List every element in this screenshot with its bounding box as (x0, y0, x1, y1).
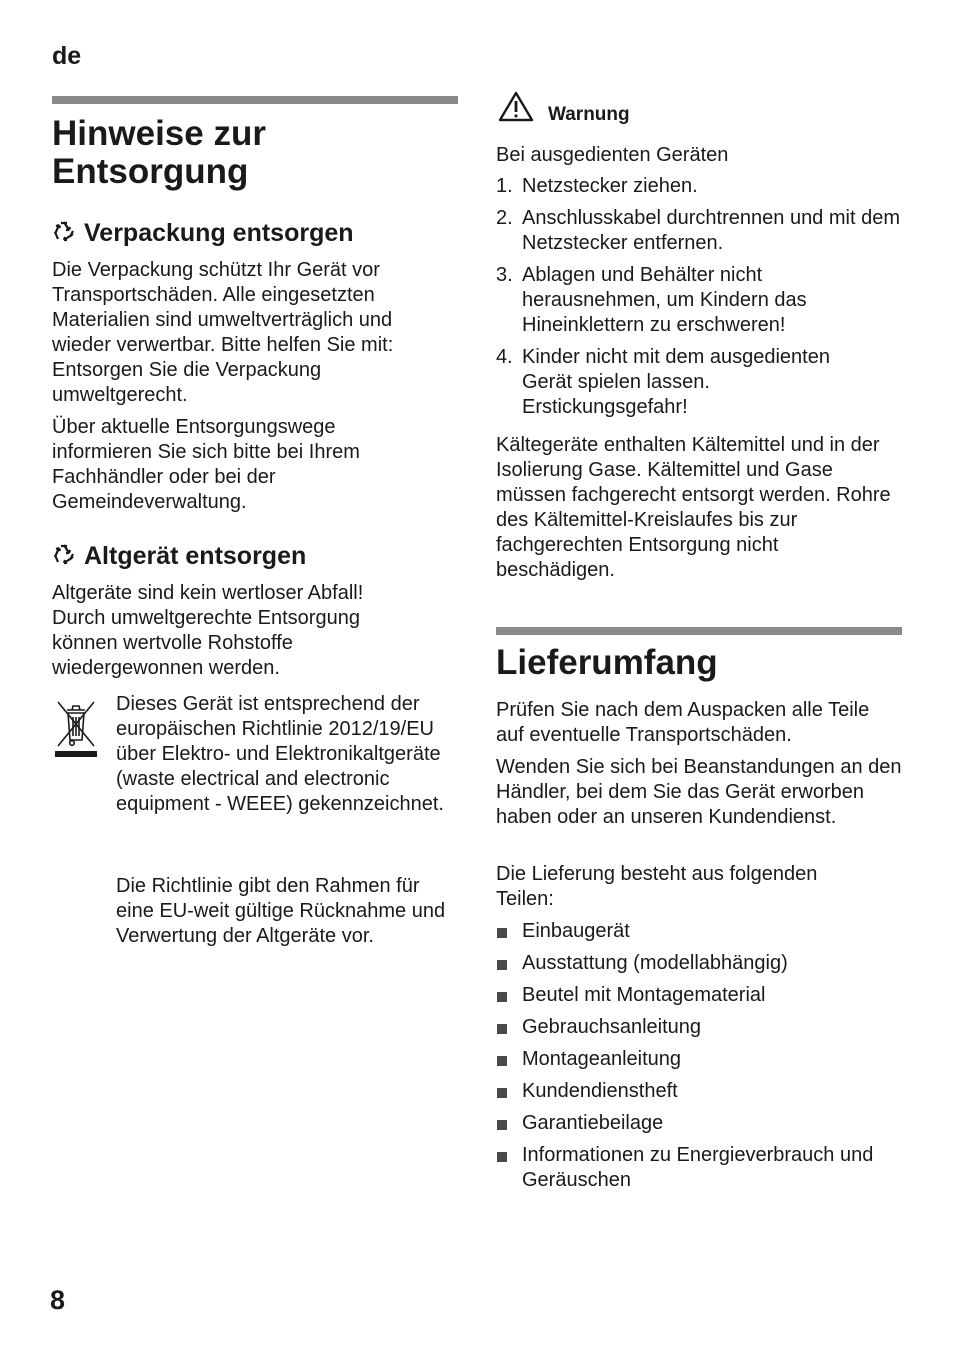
list-item: Montageanleitung (496, 1047, 896, 1072)
recycle-icon (52, 542, 76, 573)
step-number: 1. (496, 175, 513, 197)
list-item (496, 263, 902, 338)
recycle-icon (52, 219, 76, 250)
warning-steps-list (496, 174, 902, 420)
list-item (496, 206, 902, 256)
section-title-scope: Lieferumfang (496, 643, 718, 682)
section-title-disposal: Hinweise zur Entsorgung (52, 114, 266, 191)
refrigerant-note: Kältegeräte enthalten Kältemittel und in der Isolierung Gase. Kältemittel und Gase müssen fachgerecht entsorgt werden. Rohre des Kältemittel-Kreislaufes bis zur fachgerechten Entsorgung nicht beschädigen. (496, 434, 891, 581)
scope-paragraph-1: Prüfen Sie nach dem Auspacken alle Teile auf eventuelle Transportschäden. (496, 699, 870, 746)
weee-paragraph-2: Die Richtlinie gibt den Rahmen für eine EU-weit gültige Rücknahme und Verwertung der Altgeräte vor. (116, 875, 446, 947)
heading-old-appliance-text: Altgerät entsorgen (84, 542, 307, 570)
warning-triangle-icon (498, 90, 534, 122)
old-appliance-intro: Altgeräte sind kein wertloser Abfall! Durch umweltgerechte Entsorgung können wertvolle Rohstoffe wiedergewonnen werden. (52, 582, 364, 679)
language-code: de (52, 42, 82, 70)
step-text: Ablagen und Behälter nicht herausnehmen, um Kindern das Hineinklettern zu erschweren! (522, 264, 807, 336)
weee-crossed-bin-icon (54, 698, 98, 760)
section-rule (496, 627, 902, 635)
warning-intro: Bei ausgedienten Geräten (496, 144, 729, 166)
heading-packaging (52, 218, 354, 250)
list-item: Garantiebeilage (496, 1111, 896, 1136)
step-number: 2. (496, 207, 513, 229)
scope-paragraph-2: Wenden Sie sich bei Beanstandungen an den Händler, bei dem Sie das Gerät erworben haben oder an unseren Kundendienst. (496, 756, 902, 828)
list-item: Beutel mit Montagematerial (496, 983, 896, 1008)
weee-paragraph-1: Dieses Gerät ist entsprechend der europäischen Richtlinie 2012/19/EU über Elektro- und Elektronikaltgeräte (waste electrical and electronic equipment - WEEE) gekennzeichnet. (116, 693, 444, 815)
section-rule (52, 96, 458, 104)
page-number: 8 (50, 1285, 66, 1315)
list-item (496, 345, 902, 420)
packaging-paragraph-2: Über aktuelle Entsorgungswege informieren Sie sich bitte bei Ihrem Fachhändler oder bei der Gemeindeverwaltung. (52, 416, 360, 513)
scope-items-list (496, 919, 896, 1200)
step-number: 4. (496, 346, 513, 368)
packaging-paragraph-1: Die Verpackung schützt Ihr Gerät vor Transportschäden. Alle eingesetzten Materialien sind umweltverträglich und wieder verwertbar. Bitte helfen Sie mit: Entsorgen Sie die Verpackung umweltgerecht. (52, 259, 394, 406)
step-text: Kinder nicht mit dem ausgedienten Gerät spielen lassen. Erstickungsgefahr! (522, 346, 830, 418)
warning-label: Warnung (548, 104, 630, 125)
step-text: Anschlusskabel durchtrennen und mit dem Netzstecker entfernen. (522, 207, 900, 254)
heading-old-appliance (52, 541, 306, 573)
list-item: Ausstattung (modellabhängig) (496, 951, 896, 976)
step-text: Netzstecker ziehen. (522, 175, 698, 197)
list-item: Gebrauchsanleitung (496, 1015, 896, 1040)
list-item: Einbaugerät (496, 919, 896, 944)
list-item: Kundendienstheft (496, 1079, 896, 1104)
step-number: 3. (496, 264, 513, 286)
list-item (496, 174, 902, 199)
heading-packaging-text: Verpackung entsorgen (84, 219, 354, 247)
scope-paragraph-3: Die Lieferung besteht aus folgenden Teilen: (496, 863, 818, 910)
list-item: Informationen zu Energieverbrauch und Geräuschen (496, 1143, 896, 1193)
